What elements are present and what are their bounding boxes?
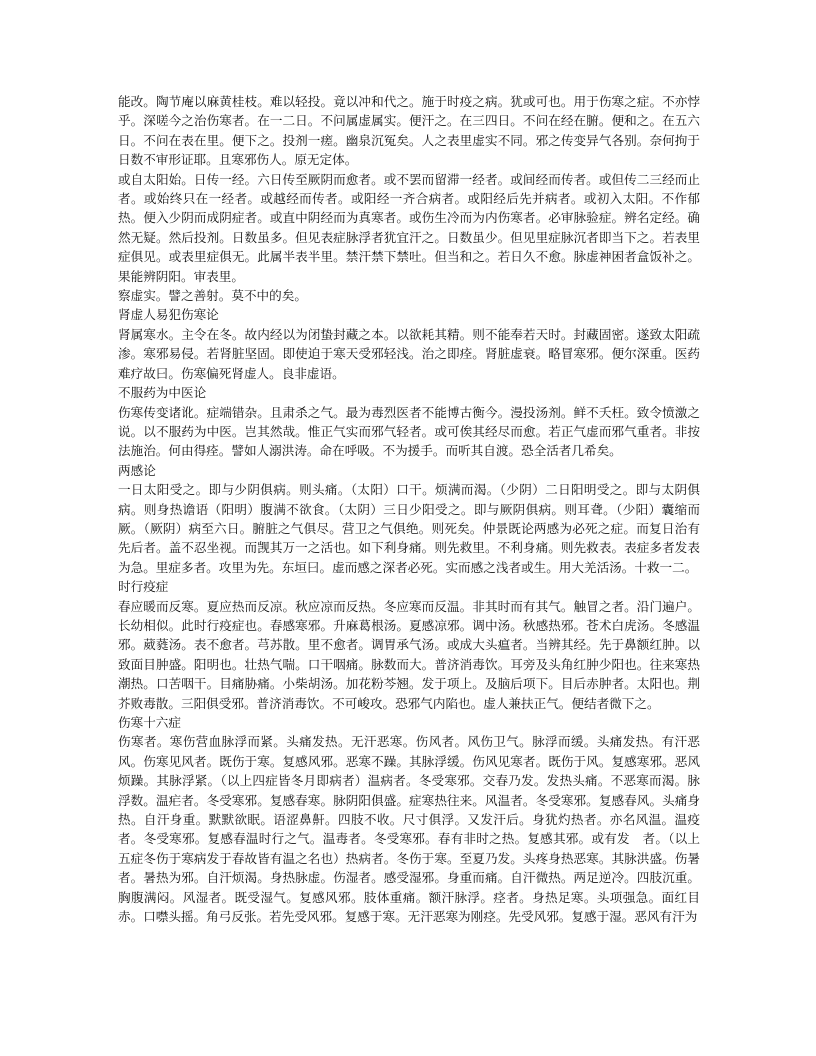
- paragraph: 察虚实。譬之善射。莫不中的矣。: [118, 288, 307, 304]
- paragraph: 伤寒者。寒伤营血脉浮而紧。头痛发热。无汗恶寒。伤风者。风伤卫气。脉浮而缓。头痛发热。有汗恶风。伤寒见风者。既伤于寒。复感风邪。恶寒不躁。其脉浮缓。伤风见寒者。既伤于风。复感寒邪。恶风烦躁。其脉浮紧。（以上四症皆冬月即病者）温病者。冬受寒邪。交春乃发。发热头痛。不恶寒而渴。脉浮数。温疟者。冬受寒邪。复感春寒。脉阴阳俱盛。症寒热往来。风温者。冬受寒邪。复感春风。头痛身热。自汗身重。默默欲眠。语涩鼻鼾。四肢不收。尺寸俱浮。又发汗后。身犹灼热者。亦名风温。温疫者。冬受寒邪。复感春温时行之气。温毒者。冬受寒邪。春有非时之热。复感其邪。或有发 者。（以上五症冬伤于寒病发于春故皆有温之名也）热病者。冬伤于寒。至夏乃发。头疼身热恶寒。其脉洪盛。伤暑者。暑热为邪。自汗烦渴。身热脉虚。伤湿者。感受湿邪。身重而痛。自汗微热。两足逆冷。四肢沉重。胸腹满闷。风湿者。既受湿气。复感风邪。肢体重痛。额汗脉浮。痉者。身热足寒。头项强急。面红目赤。口噤头摇。角弓反张。若先受风邪。复感于寒。无汗恶寒为刚痉。先受风邪。复感于湿。恶风有汗为: [118, 734, 700, 925]
- section-title: 两感论: [118, 462, 156, 478]
- section-title: 时行疫症: [118, 579, 169, 595]
- paragraph: 春应暖而反寒。夏应热而反凉。秋应凉而反热。冬应寒而反温。非其时而有其气。触冒之者。沿门遍户。长幼相似。此时行疫症也。春感寒邪。升麻葛根汤。夏感凉邪。调中汤。秋感热邪。苍术白虎汤。冬感温邪。葳蕤汤。表不愈者。芎苏散。里不愈者。调胃承气汤。或成大头瘟者。当辨其经。先于鼻额红肿。以致面目肿盛。阳明也。壮热气喘。口干咽痛。脉数而大。普济消毒饮。耳旁及头角红肿少阳也。往来寒热潮热。口苦咽干。目痛胁痛。小柴胡汤。加花粉芩翘。发于项上。及脑后项下。目后赤肿者。太阳也。荆芥败毒散。三阳俱受邪。普济消毒饮。不可峻攻。恐邪气内陷也。虚人兼扶正气。便结者微下之。: [118, 598, 700, 711]
- section-title: 不服药为中医论: [118, 385, 207, 401]
- section-intro: [118, 92, 700, 305]
- section-title: 伤寒十六症: [118, 715, 181, 730]
- section-kidney-deficiency: [118, 305, 700, 383]
- document-page: [118, 92, 700, 926]
- section-sixteen-syndromes: [118, 713, 700, 926]
- section-epidemic: [118, 577, 700, 713]
- section-no-medicine: [118, 383, 700, 461]
- paragraph: 能改。陶节庵以麻黄桂枝。难以轻投。竟以冲和代之。施于时疫之病。犹或可也。用于伤寒之症。不亦悖乎。深嗟今之治伤寒者。在一二日。不问属虚属实。便汗之。在三四日。不问在经在腑。便和之。在五六日。不问在表在里。便下之。投剂一瘥。幽泉沉冤矣。人之表里虚实不同。邪之传变异气各别。奈何拘于日数不审形证耶。且寒邪伤人。原无定体。: [118, 94, 700, 168]
- paragraph: 一日太阳受之。即与少阴俱病。则头痛。（太阳）口干。烦满而渴。（少阴）二日阳明受之。即与太阴俱病。则身热谵语（阳明）腹满不欲食。（太阴）三日少阳受之。即与厥阴俱病。则耳聋。（少阳）囊缩而厥。（厥阴）病至六日。腑脏之气俱尽。营卫之气俱绝。则死矣。仲景既论两感为必死之症。而复日治有先后者。盖不忍坐视。而觊其万一之活也。如下利身痛。则先救里。不利身痛。则先救表。表症多者发表为急。里症多者。攻里为先。东垣曰。虚而感之深者必死。实而感之浅者或生。用大羌活汤。十救一二。: [118, 482, 700, 575]
- section-dual-affection: [118, 461, 700, 577]
- paragraph: 肾属寒水。主令在冬。故内经以为闭蛰封藏之本。以欲耗其精。则不能奉若天时。封藏固密。遂致太阳疏渗。寒邪易侵。若肾脏坚固。即使迫于寒天受邪轻浅。治之即痊。肾脏虚衰。略冒寒邪。便尔深重。医药难疗故曰。伤寒偏死肾虚人。良非虚语。: [118, 326, 700, 381]
- paragraph: 伤寒传变诸讹。症端错杂。且肃杀之气。最为毒烈医者不能博古衡今。漫投汤剂。鲜不夭枉。致令愤激之说。以不服药为中医。岂其然哉。惟正气实而邪气轻者。或可俟其经尽而愈。若正气虚而邪气重者。非按法施治。何由得痊。譬如人溺洪涛。命在呼吸。不为援手。而听其自渡。恐全活者几希矣。: [118, 404, 700, 459]
- section-title: 肾虚人易犯伤寒论: [118, 307, 219, 323]
- paragraph: 或自太阳始。日传一经。六日传至厥阴而愈者。或不罢而留滞一经者。或间经而传者。或但传二三经而止者。或始终只在一经者。或越经而传者。或阳经一齐合病者。或阳经后先并病者。或初入太阳。不作郁热。便入少阴而成阴症者。或直中阴经而为真寒者。或伤生冷而为内伤寒者。必审脉验症。辨名定经。确然无疑。然后投剂。日数虽多。但见表症脉浮者犹宜汗之。日数虽少。但见里症脉沉者即当下之。若表里症俱见。或表里症俱无。此属半表半里。禁汗禁下禁吐。但当和之。若日久不愈。脉虚神困者盒饭补之。果能辨阴阳。审表里。: [118, 171, 700, 284]
